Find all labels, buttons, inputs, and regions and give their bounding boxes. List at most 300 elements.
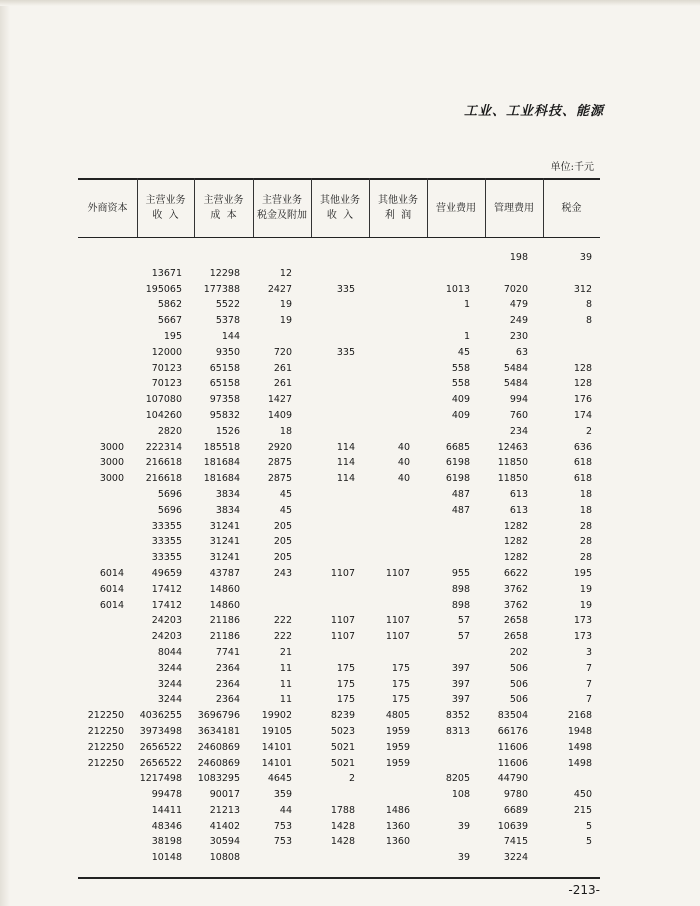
table-cell: 7: [585, 678, 592, 690]
table-cell: 108: [451, 789, 470, 801]
header-divider: [137, 178, 138, 237]
table-row: [78, 789, 600, 805]
table-cell: 40: [397, 473, 410, 485]
table-cell: 65158: [209, 378, 240, 390]
table-cell: 3000: [99, 441, 124, 453]
table-cell: 30594: [209, 836, 240, 848]
table-cell: 506: [509, 662, 528, 674]
table-cell: 1428: [330, 820, 355, 832]
table-row: [78, 600, 600, 616]
table-cell: 195: [163, 330, 182, 342]
table-cell: 19105: [261, 725, 292, 737]
table-cell: 3000: [99, 473, 124, 485]
table-cell: 14860: [209, 599, 240, 611]
table-cell: 230: [509, 330, 528, 342]
table-cell: 955: [451, 567, 470, 579]
table-cell: 7: [585, 694, 592, 706]
table-cell: 63: [515, 346, 528, 358]
table-row: [78, 284, 600, 300]
table-cell: 1013: [445, 283, 470, 295]
table-cell: 21186: [209, 631, 240, 643]
table-row: [78, 663, 600, 679]
table-row: [78, 615, 600, 631]
table-cell: 613: [509, 504, 528, 516]
table-cell: 45: [279, 488, 292, 500]
table-cell: 205: [273, 520, 292, 532]
table-cell: 898: [451, 583, 470, 595]
table-cell: 487: [451, 488, 470, 500]
table-cell: 18: [279, 425, 292, 437]
table-cell: 2875: [267, 473, 292, 485]
table-cell: 212250: [87, 741, 124, 753]
table-cell: 5667: [157, 315, 182, 327]
table-cell: 19: [279, 315, 292, 327]
table-cell: 28: [579, 520, 592, 532]
table-cell: 409: [451, 394, 470, 406]
table-cell: 3244: [157, 694, 182, 706]
table-row: [78, 631, 600, 647]
table-cell: 1948: [567, 725, 592, 737]
column-header: [194, 180, 253, 236]
table-cell: 3244: [157, 678, 182, 690]
table-cell: 636: [573, 441, 592, 453]
column-header: [485, 180, 543, 236]
column-header: [78, 180, 137, 236]
table-cell: 128: [573, 378, 592, 390]
table-cell: 6198: [445, 457, 470, 469]
table-cell: 8044: [157, 646, 182, 658]
table-cell: 4805: [385, 710, 410, 722]
table-cell: 33355: [151, 536, 182, 548]
table-cell: 760: [509, 409, 528, 421]
table-cell: 558: [451, 362, 470, 374]
table-cell: 3244: [157, 662, 182, 674]
table-cell: 1107: [330, 567, 355, 579]
table-cell: 90017: [209, 789, 240, 801]
table-cell: 397: [451, 678, 470, 690]
table-cell: 335: [336, 283, 355, 295]
table-cell: 243: [273, 567, 292, 579]
header-divider: [543, 178, 544, 237]
table-cell: 397: [451, 694, 470, 706]
table-cell: 65158: [209, 362, 240, 374]
table-cell: 181684: [203, 457, 240, 469]
table-cell: 18: [579, 488, 592, 500]
table-cell: 11: [279, 678, 292, 690]
table-cell: 2658: [503, 631, 528, 643]
table-cell: 19: [579, 583, 592, 595]
table-cell: 5522: [215, 299, 240, 311]
table-cell: 12463: [497, 441, 528, 453]
table-cell: 33355: [151, 520, 182, 532]
table-cell: 11606: [497, 757, 528, 769]
table-cell: 222314: [145, 441, 182, 453]
table-cell: 39: [457, 852, 470, 864]
unit-label: 单位:千元: [550, 162, 594, 173]
table-row: [78, 315, 600, 331]
table-cell: 618: [573, 457, 592, 469]
table-cell: 195: [573, 567, 592, 579]
table-cell: 3834: [215, 488, 240, 500]
table-cell: 234: [509, 425, 528, 437]
table-row: [78, 521, 600, 537]
column-header-label: 营业费用: [436, 202, 476, 214]
table-cell: 1: [463, 330, 470, 342]
table-cell: 753: [273, 836, 292, 848]
table-cell: 3: [585, 646, 592, 658]
table-cell: 8: [585, 299, 592, 311]
table-cell: 558: [451, 378, 470, 390]
table-row: [78, 694, 600, 710]
column-header-label: 主营业务 收 入: [145, 195, 186, 221]
column-header: [543, 180, 600, 236]
table-cell: 175: [336, 678, 355, 690]
table-cell: 1428: [330, 836, 355, 848]
table-cell: 5: [585, 820, 592, 832]
table-cell: 49659: [151, 567, 182, 579]
table-row: [78, 410, 600, 426]
table-body: [78, 252, 600, 868]
table-cell: 195065: [145, 283, 182, 295]
table-cell: 249: [509, 315, 528, 327]
page-number: -213-: [568, 883, 600, 897]
table-cell: 44790: [497, 773, 528, 785]
table-cell: 1427: [267, 394, 292, 406]
table-cell: 39: [457, 820, 470, 832]
table-cell: 212250: [87, 757, 124, 769]
table-cell: 57: [457, 631, 470, 643]
table-cell: 5696: [157, 504, 182, 516]
table-cell: 202: [509, 646, 528, 658]
table-cell: 994: [509, 394, 528, 406]
table-cell: 41402: [209, 820, 240, 832]
table-cell: 1788: [330, 804, 355, 816]
table-cell: 212250: [87, 710, 124, 722]
table-cell: 1282: [503, 536, 528, 548]
table-cell: 720: [273, 346, 292, 358]
header-divider: [485, 178, 486, 237]
table-cell: 3762: [503, 599, 528, 611]
column-header: [427, 180, 485, 236]
table-cell: 17412: [151, 599, 182, 611]
column-header-label: 主营业务 税金及附加: [257, 195, 307, 221]
table-cell: 40: [397, 441, 410, 453]
table-cell: 173: [573, 631, 592, 643]
table-cell: 3224: [503, 852, 528, 864]
table-cell: 5378: [215, 315, 240, 327]
header-divider: [253, 178, 254, 237]
scan-shadow-top: [0, 0, 700, 6]
table-cell: 506: [509, 678, 528, 690]
table-row: [78, 394, 600, 410]
table-cell: 144: [221, 330, 240, 342]
table-cell: 57: [457, 615, 470, 627]
table-row: [78, 489, 600, 505]
table-cell: 12298: [209, 267, 240, 279]
table-row: [78, 584, 600, 600]
table-cell: 9780: [503, 789, 528, 801]
table-cell: 40: [397, 457, 410, 469]
table-cell: 2658: [503, 615, 528, 627]
table-row: [78, 505, 600, 521]
table-cell: 2: [585, 425, 592, 437]
table-cell: 397: [451, 662, 470, 674]
table-cell: 1498: [567, 741, 592, 753]
table-cell: 6198: [445, 473, 470, 485]
table-cell: 753: [273, 820, 292, 832]
table-cell: 19902: [261, 710, 292, 722]
table-row: [78, 568, 600, 584]
table-cell: 176: [573, 394, 592, 406]
column-header-label: 主营业务 成 本: [203, 195, 244, 221]
table-header-rule: [78, 237, 600, 238]
table-cell: 6689: [503, 804, 528, 816]
table-cell: 14860: [209, 583, 240, 595]
table-cell: 83504: [497, 710, 528, 722]
table-cell: 7415: [503, 836, 528, 848]
table-cell: 7: [585, 662, 592, 674]
table-cell: 175: [336, 662, 355, 674]
table-cell: 7741: [215, 646, 240, 658]
table-cell: 31241: [209, 536, 240, 548]
table-cell: 222: [273, 615, 292, 627]
table-cell: 1360: [385, 836, 410, 848]
scan-shadow-left: [0, 0, 10, 906]
section-title: 工业、工业科技、能源: [463, 104, 604, 119]
table-cell: 5484: [503, 362, 528, 374]
table-cell: 38198: [151, 836, 182, 848]
table-cell: 3834: [215, 504, 240, 516]
table-cell: 6685: [445, 441, 470, 453]
table-cell: 95832: [209, 409, 240, 421]
table-cell: 216618: [145, 457, 182, 469]
table-cell: 479: [509, 299, 528, 311]
table-cell: 5696: [157, 488, 182, 500]
table-cell: 128: [573, 362, 592, 374]
table-cell: 613: [509, 488, 528, 500]
table-cell: 185518: [203, 441, 240, 453]
table-cell: 1409: [267, 409, 292, 421]
table-cell: 33355: [151, 552, 182, 564]
table-row: [78, 821, 600, 837]
table-cell: 14411: [151, 804, 182, 816]
column-header: [137, 180, 194, 236]
table-cell: 6622: [503, 567, 528, 579]
table-cell: 11850: [497, 457, 528, 469]
column-header: [253, 180, 311, 236]
table-cell: 6014: [99, 599, 124, 611]
table-cell: 177388: [203, 283, 240, 295]
table-row: [78, 268, 600, 284]
table-cell: 487: [451, 504, 470, 516]
column-header-label: 税金: [561, 202, 582, 214]
table-cell: 198: [509, 252, 528, 263]
table-cell: 43787: [209, 567, 240, 579]
table-cell: 450: [573, 789, 592, 801]
table-row: [78, 805, 600, 821]
table-cell: 7020: [503, 283, 528, 295]
table-cell: 506: [509, 694, 528, 706]
table-cell: 8239: [330, 710, 355, 722]
table-cell: 175: [336, 694, 355, 706]
table-cell: 9350: [215, 346, 240, 358]
table-cell: 114: [336, 457, 355, 469]
table-row: [78, 647, 600, 663]
table-cell: 10639: [497, 820, 528, 832]
table-cell: 2460869: [197, 757, 240, 769]
table-row: [78, 378, 600, 394]
table-cell: 17412: [151, 583, 182, 595]
table-cell: 99478: [151, 789, 182, 801]
table-cell: 45: [279, 504, 292, 516]
table-cell: 5021: [330, 741, 355, 753]
table-cell: 10148: [151, 852, 182, 864]
table-row: [78, 552, 600, 568]
table-cell: 66176: [497, 725, 528, 737]
table-cell: 1083295: [197, 773, 240, 785]
table-cell: 5021: [330, 757, 355, 769]
table-cell: 3634181: [197, 725, 240, 737]
table-cell: 6014: [99, 583, 124, 595]
table-cell: 13671: [151, 267, 182, 279]
table-cell: 2364: [215, 678, 240, 690]
header-divider: [427, 178, 428, 237]
table-cell: 21: [279, 646, 292, 658]
table-row: [78, 457, 600, 473]
table-cell: 14101: [261, 757, 292, 769]
column-header: [311, 180, 369, 236]
table-cell: 11: [279, 694, 292, 706]
table-row: [78, 331, 600, 347]
table-cell: 97358: [209, 394, 240, 406]
table-cell: 6014: [99, 567, 124, 579]
table-cell: 222: [273, 631, 292, 643]
column-header-label: 其他业务 收 入: [320, 195, 360, 221]
table-cell: 312: [573, 283, 592, 295]
table-cell: 2875: [267, 457, 292, 469]
table-cell: 1107: [385, 631, 410, 643]
table-row: [78, 299, 600, 315]
table-cell: 114: [336, 441, 355, 453]
table-cell: 2920: [267, 441, 292, 453]
table-row: [78, 252, 600, 268]
table-cell: 1107: [385, 615, 410, 627]
table-cell: 31241: [209, 520, 240, 532]
table-cell: 104260: [145, 409, 182, 421]
table-cell: 1959: [385, 725, 410, 737]
table-row: [78, 679, 600, 695]
table-cell: 5023: [330, 725, 355, 737]
table-cell: 3000: [99, 457, 124, 469]
table-cell: 28: [579, 536, 592, 548]
table-cell: 5: [585, 836, 592, 848]
table-cell: 8: [585, 315, 592, 327]
table-cell: 24203: [151, 615, 182, 627]
table-cell: 1526: [215, 425, 240, 437]
table-row: [78, 363, 600, 379]
table-row: [78, 836, 600, 852]
table-cell: 174: [573, 409, 592, 421]
table-cell: 1282: [503, 552, 528, 564]
table-cell: 1282: [503, 520, 528, 532]
table-cell: 114: [336, 473, 355, 485]
table-row: [78, 852, 600, 868]
table-cell: 4645: [267, 773, 292, 785]
table-cell: 48346: [151, 820, 182, 832]
table-cell: 2656522: [139, 741, 182, 753]
table-cell: 5862: [157, 299, 182, 311]
table-row: [78, 742, 600, 758]
column-header: [369, 180, 427, 236]
table-cell: 181684: [203, 473, 240, 485]
table-cell: 216618: [145, 473, 182, 485]
table-row: [78, 536, 600, 552]
table-cell: 8352: [445, 710, 470, 722]
table-cell: 335: [336, 346, 355, 358]
table-cell: 1107: [330, 631, 355, 643]
table-cell: 2460869: [197, 741, 240, 753]
table-cell: 11: [279, 662, 292, 674]
table-cell: 70123: [151, 362, 182, 374]
table-cell: 359: [273, 789, 292, 801]
header-divider: [194, 178, 195, 237]
table-cell: 1217498: [139, 773, 182, 785]
table-cell: 2820: [157, 425, 182, 437]
table-cell: 28: [579, 552, 592, 564]
table-cell: 8205: [445, 773, 470, 785]
table-cell: 1: [463, 299, 470, 311]
table-cell: 11606: [497, 741, 528, 753]
table-cell: 175: [391, 694, 410, 706]
table-cell: 3696796: [197, 710, 240, 722]
table-cell: 14101: [261, 741, 292, 753]
table-cell: 12: [279, 267, 292, 279]
table-cell: 44: [279, 804, 292, 816]
table-cell: 215: [573, 804, 592, 816]
table-cell: 3762: [503, 583, 528, 595]
table-cell: 173: [573, 615, 592, 627]
table-cell: 2168: [567, 710, 592, 722]
header-divider: [311, 178, 312, 237]
table-cell: 175: [391, 678, 410, 690]
column-header-label: 其他业务 利 润: [378, 195, 418, 221]
table-cell: 3973498: [139, 725, 182, 737]
table-cell: 205: [273, 536, 292, 548]
table-bottom-rule: [78, 877, 600, 879]
table-cell: 261: [273, 378, 292, 390]
table-cell: 12000: [151, 346, 182, 358]
table-row: [78, 347, 600, 363]
table-row: [78, 726, 600, 742]
table-cell: 10808: [209, 852, 240, 864]
table-cell: 1498: [567, 757, 592, 769]
table-cell: 107080: [145, 394, 182, 406]
table-cell: 19: [279, 299, 292, 311]
table-cell: 70123: [151, 378, 182, 390]
table-cell: 1107: [330, 615, 355, 627]
table-cell: 11850: [497, 473, 528, 485]
table-cell: 45: [457, 346, 470, 358]
table-cell: 898: [451, 599, 470, 611]
table-cell: 409: [451, 409, 470, 421]
table-row: [78, 710, 600, 726]
column-header-label: 外商资本: [87, 202, 128, 214]
table-cell: 2: [348, 773, 355, 785]
table-cell: 1959: [385, 741, 410, 753]
table-row: [78, 442, 600, 458]
table-cell: 205: [273, 552, 292, 564]
table-cell: 31241: [209, 552, 240, 564]
